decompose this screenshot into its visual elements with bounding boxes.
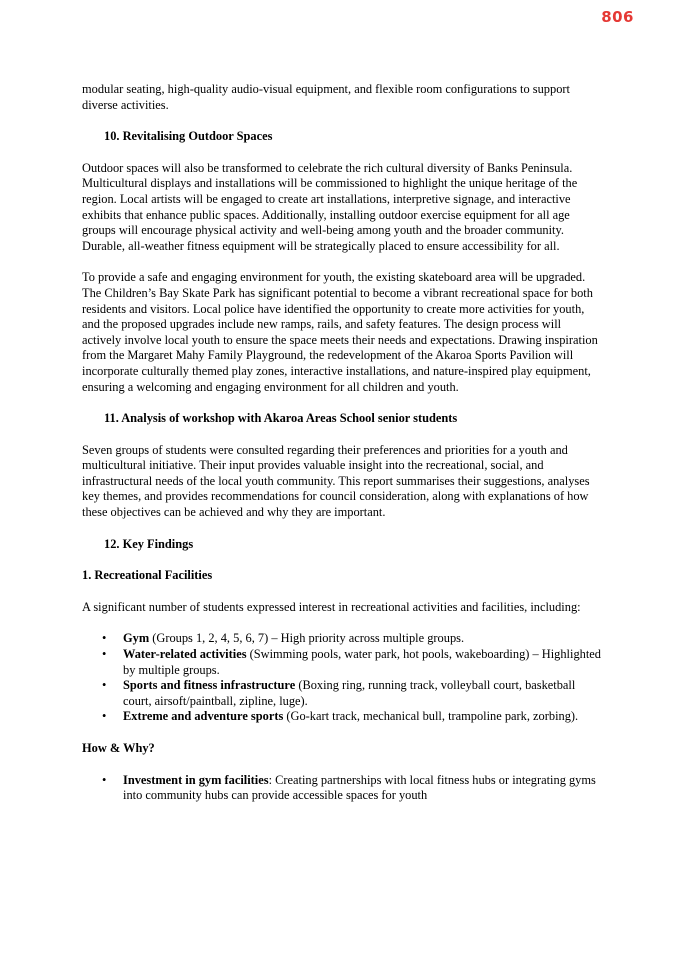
list-item [82,647,602,678]
list-item [82,709,602,725]
list-item-bold: Sports and fitness infrastructure [123,678,296,693]
list-item-bold: Water-related activities [123,647,247,662]
recreational-facilities-list [82,631,602,725]
list-item [82,631,602,647]
bullet-icon: • [102,647,107,662]
section-11-heading: 11. Analysis of workshop with Akaroa Areas School senior students [104,411,458,426]
section-10-paragraph-1: Outdoor spaces will also be transformed to celebrate the rich cultural diversity of Banks Peninsula. Multicultural displays and installations will be commissioned to highlight the unique heritage of the region. Local artists will be engaged to create art installations, interpretive signage, and interactive exhibits that enhance public spaces. Additionally, installing outdoor exercise equipment for all age groups will encourage physical activity and well-being among youth and the broader community. Durable, all-weather fitness equipment will be strategically placed to ensure accessibility for all. [82,160,578,253]
document-body [82,82,602,820]
bullet-icon: • [102,772,107,787]
list-item-text: (Boxing ring, running track, volleyball court, basketball court, airsoft/paintball, zipline, luge). [123,678,576,708]
section-12-heading: 12. Key Findings [104,536,194,551]
list-item [82,773,602,804]
list-item-bold: Extreme and adventure sports [123,709,284,724]
list-item [82,678,602,709]
list-item-text: (Groups 1, 2, 4, 5, 6, 7) – High priority across multiple groups. [149,631,465,646]
bullet-icon: • [102,631,107,646]
intro-paragraph: modular seating, high-quality audio-visual equipment, and flexible room configurations to support diverse activities. [82,82,570,112]
how-why-list [82,773,602,804]
section-11-paragraph-1: Seven groups of students were consulted regarding their preferences and priorities for a youth and multicultural initiative. Their input provides valuable insight into the recreational, social, and infrastructural needs of the local youth community. This report summarises their suggestions, analyses key themes, and provides recommendations for council consideration, along with explanations of how these objectives can be achieved and why they are important. [82,442,590,520]
page-number: 806 [601,8,634,26]
list-item-text: : Creating partnerships with local fitness hubs or integrating gyms into community hubs can provide accessible spaces for youth [123,772,596,803]
list-item-text: (Swimming pools, water park, hot pools, wakeboarding) – Highlighted by multiple groups. [123,647,601,677]
bullet-icon: • [102,709,107,724]
how-why-heading: How & Why? [82,741,155,755]
list-item-bold: Investment in gym facilities [123,772,269,787]
section-10-paragraph-2: To provide a safe and engaging environment for youth, the existing skateboard area will be upgraded. The Children’s Bay Skate Park has significant potential to become a vibrant recreational space for both residents and visitors. Local police have identified the opportunity to create more activities for youth, and the proposed upgrades include new ramps, rails, and safety features. The design process will actively involve local youth to ensure the space meets their needs and expectations. Drawing inspiration from the Margaret Mahy Family Playground, the redevelopment of the Akaroa Sports Pavilion will incorporate culturally themed play zones, interactive installations, and nature-inspired play equipment, ensuring a welcoming and engaging environment for all children and youth. [82,270,598,394]
recreational-facilities-heading: 1. Recreational Facilities [82,568,213,583]
list-item-bold: Gym [123,631,150,646]
bullet-icon: • [102,678,107,693]
recreational-facilities-intro: A significant number of students expressed interest in recreational activities and facilities, including: [82,599,581,614]
section-10-heading: 10. Revitalising Outdoor Spaces [104,129,273,144]
list-item-text: (Go-kart track, mechanical bull, trampoline park, zorbing). [283,709,579,724]
